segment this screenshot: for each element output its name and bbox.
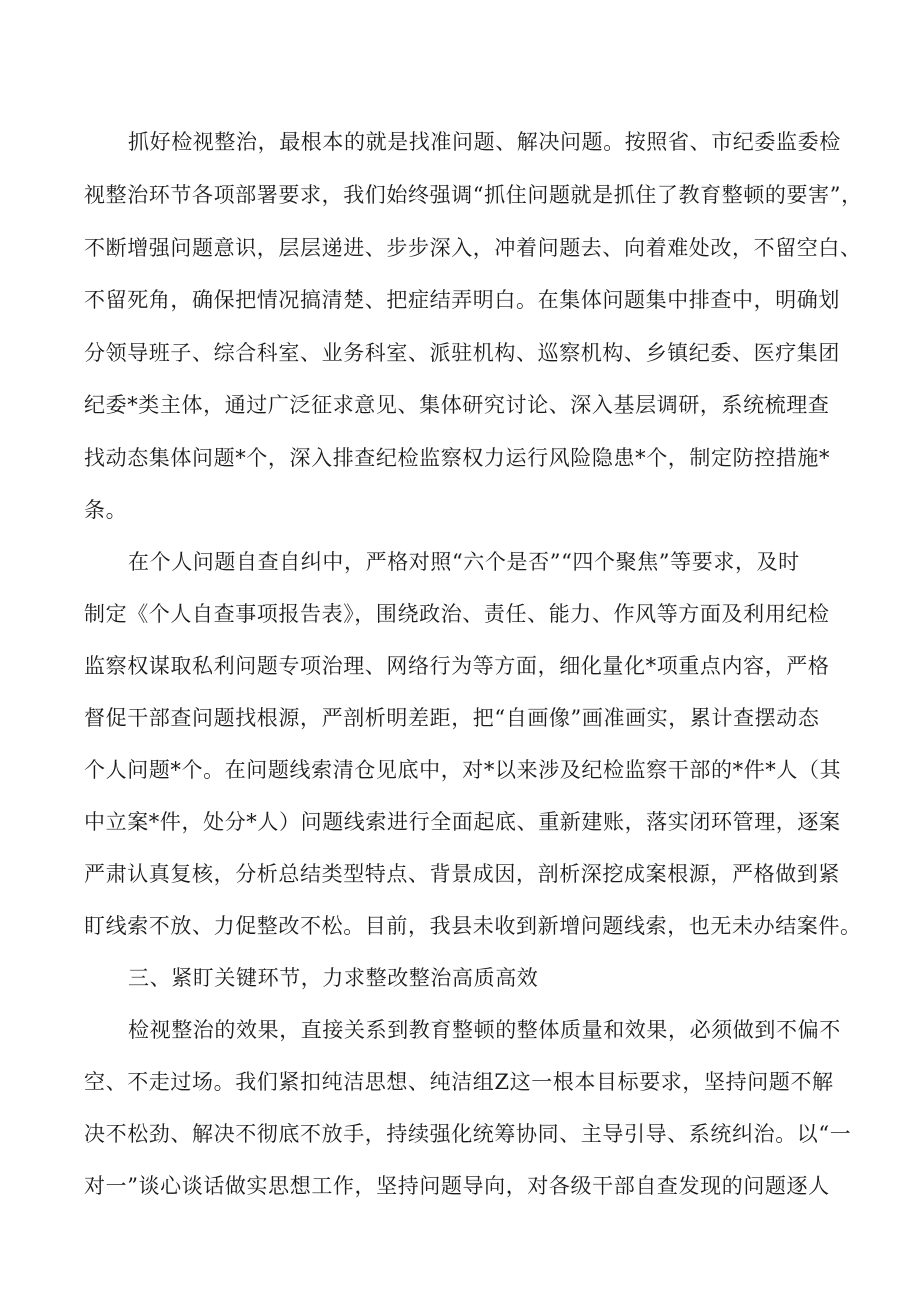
text-line: 空、不走过场。我们紧扣纯洁思想、纯洁组Z这一根本目标要求，坚持问题不解 bbox=[84, 1070, 834, 1094]
text-line: 分领导班子、综合科室、业务科室、派驻机构、巡察机构、乡镇纪委、医疗集团 bbox=[84, 341, 840, 365]
text-line: 视整治环节各项部署要求，我们始终强调“抓住问题就是抓住了教育整顿的要害”， bbox=[84, 183, 863, 207]
text-line: 督促干部查问题找根源，严剖析明差距，把“自画像”画准画实，累计查摆动态 bbox=[84, 706, 820, 730]
text-line: 个人问题*个。在问题线索清仓见底中，对*以来涉及纪检监察干部的*件*人（其 bbox=[84, 758, 842, 782]
text-line: 决不松劲、解决不彻底不放手，持续强化统筹协同、主导引导、系统纠治。以“一 bbox=[84, 1122, 852, 1146]
text-line: 对一”谈心谈话做实思想工作，坚持问题导向，对各级干部自查发现的问题逐人 bbox=[84, 1174, 830, 1198]
text-line: 严肃认真复核，分析总结类型特点、背景成因，剖析深挖成案根源，严格做到紧 bbox=[84, 862, 840, 886]
text-line: 抓好检视整治，最根本的就是找准问题、解决问题。按照省、市纪委监委检 bbox=[128, 130, 841, 154]
text-line: 中立案*件，处分*人）问题线索进行全面起底、重新建账，落实闭环管理，逐案 bbox=[84, 810, 841, 834]
text-line: 盯线索不放、力促整改不松。目前，我县未收到新增问题线索，也无未办结案件。 bbox=[84, 914, 862, 938]
text-line: 检视整治的效果，直接关系到教育整顿的整体质量和效果，必须做到不偏不 bbox=[128, 1018, 841, 1042]
text-line: 找动态集体问题*个，深入排查纪检监察权力运行风险隐患*个，制定防控措施* bbox=[84, 446, 831, 470]
text-line: 不留死角，确保把情况搞清楚、把症结弄明白。在集体问题集中排查中，明确划 bbox=[84, 288, 840, 312]
text-line: 在个人问题自查自纠中，严格对照“六个是否”“四个聚焦”等要求，及时 bbox=[128, 550, 800, 574]
section-heading: 三、紧盯关键环节，力求整改整治高质高效 bbox=[128, 966, 539, 990]
text-line: 条。 bbox=[84, 498, 128, 522]
text-line: 不断增强问题意识，层层递进、步步深入，冲着问题去、向着难处改，不留空白、 bbox=[84, 236, 862, 260]
text-line: 制定《个人自查事项报告表》，围绕政治、责任、能力、作风等方面及利用纪检 bbox=[84, 602, 830, 626]
text-line: 监察权谋取私利问题专项治理、网络行为等方面，细化量化*项重点内容，严格 bbox=[84, 654, 830, 678]
text-line: 纪委*类主体，通过广泛征求意见、集体研究讨论、深入基层调研，系统梳理查 bbox=[84, 393, 830, 417]
